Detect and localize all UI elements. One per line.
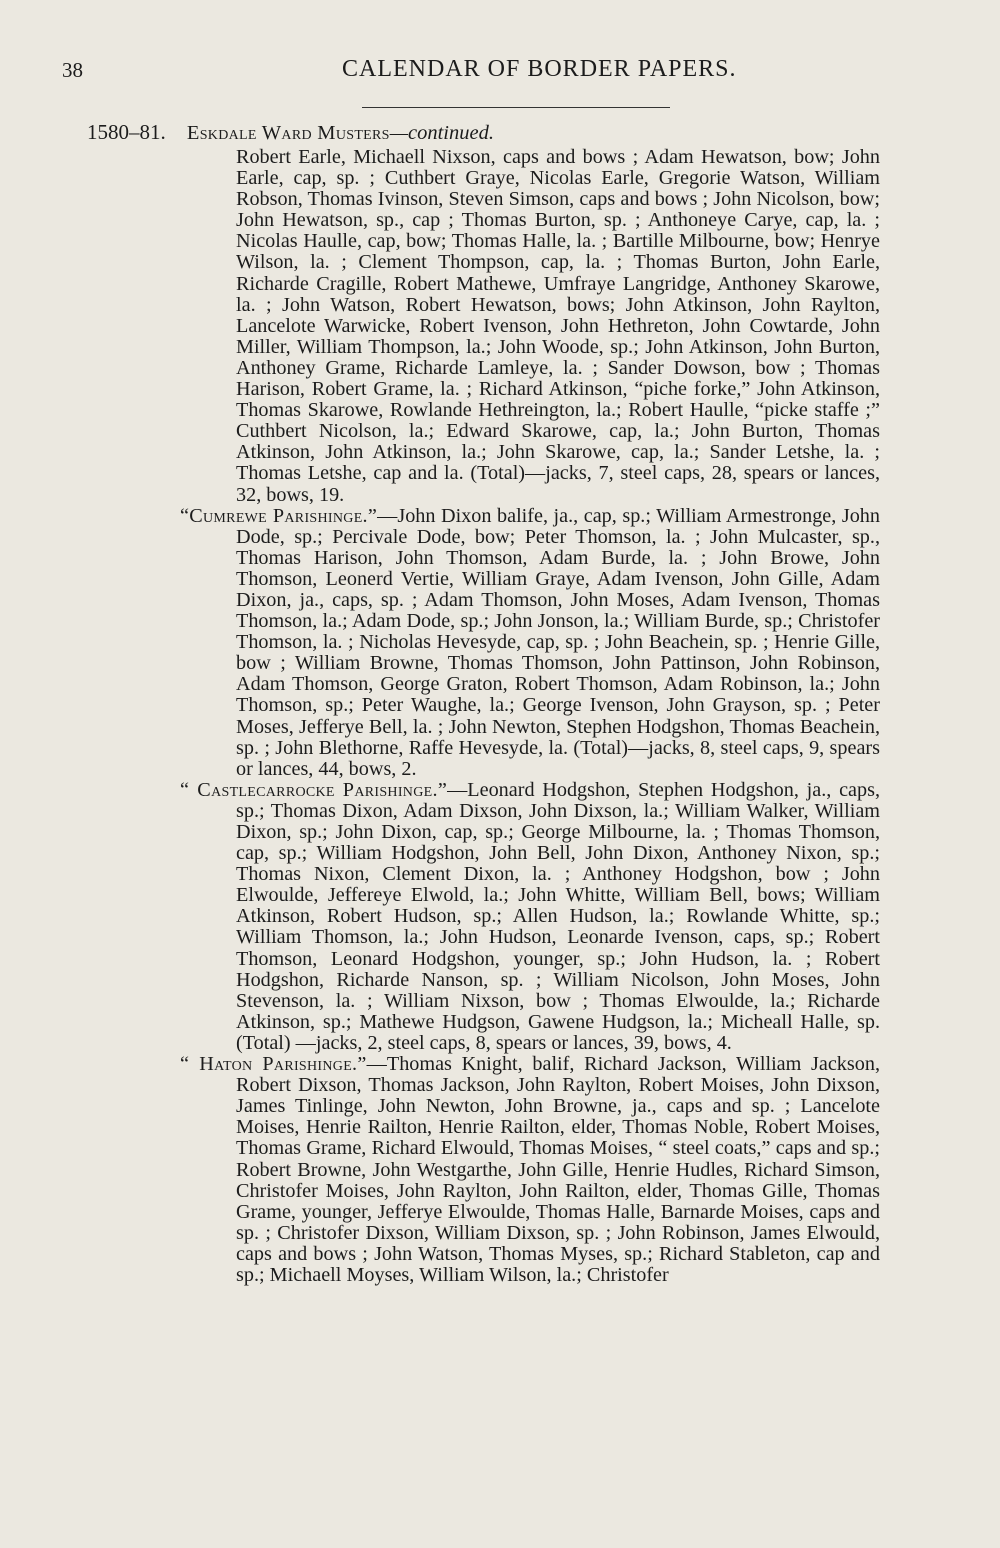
header-rule xyxy=(362,107,670,108)
paragraph-text: —John Dixon balife, ja., cap, sp.; William Armestronge, John Dode, sp.; Percivale Dode, bow; Peter Thomson, la. ; John Mulcaster, sp., Thomas Harison, John Thomson, Adam Burde, la. ; John Browe, John Thomson, Leonerd Vertie, William Graye, Adam Ivenson, John Gille, Adam Dixon, ja., caps, sp. ; Adam Thomson, John Moses, Adam Ivenson, Thomas Thomson, la.; Adam Dode, sp.; John Jonson, la.; William Burde, sp.; Christofer Thomson, la. ; Nicholas Hevesyde, cap, sp. ; John Beachein, sp. ; Henrie Gille, bow ; William Browne, Thomas Thomson, John Pattinson, John Robinson, Adam Thomson, George Graton, Robert Thomson, Adam Robinson, la.; John Thomson, sp.; Peter Waughe, la.; George Ivenson, John Grayson, sp. ; Peter Moses, Jefferye Bell, la. ; John Newton, Stephen Hodgshon, Thomas Beachein, sp. ; John Blethorne, Raffe Hevesyde, la. (Total)—jacks, 8, steel caps, 9, spears or lances, 44, bows, 2. xyxy=(236,504,880,780)
muster-paragraph xyxy=(180,504,880,780)
section-heading: Eskdale Ward Musters xyxy=(186,122,390,144)
parish-heading: “ Haton Parishinge.” xyxy=(180,1053,367,1076)
entry-heading xyxy=(87,118,907,147)
muster-paragraph xyxy=(180,1053,880,1286)
page-number: 38 xyxy=(62,58,83,82)
heading-continued: —continued. xyxy=(389,122,494,144)
parish-heading: “Cumrewe Parishinge.” xyxy=(180,504,378,527)
running-title: CALENDAR OF BORDER PAPERS. xyxy=(342,56,737,82)
parish-heading: “ Castlecarrocke Parishinge.” xyxy=(180,778,448,801)
muster-paragraph xyxy=(236,147,880,506)
paragraph-text: —Leonard Hodgshon, Stephen Hodgshon, ja., caps, sp.; Thomas Dixon, Adam Dixson, John Dixson, la.; William Walker, William Dixon, sp.; John Dixon, cap, sp.; George Milbourne, la. ; Thomas Thomson, cap, sp.; William Hodgshon, John Bell, John Dixon, Anthoney Nixon, sp.; Thomas Nixon, Clement Dixon, la. ; Anthoney Hodgshon, bow ; John Elwoulde, Jeffereye Elwold, la.; John Whitte, William Bell, bows; William Atkinson, Robert Hudson, sp.; Allen Hudson, la.; Rowlande Whitte, sp.; William Thomson, la.; John Hudson, Leonarde Ivenson, caps, sp.; Robert Thomson, Leonard Hodgshon, younger, sp.; John Hudson, la. ; Robert Hodgshon, Richarde Nanson, sp. ; William Nicolson, John Moses, John Stevenson, la. ; William Nixson, bow ; Thomas Elwoulde, la.; Richarde Atkinson, sp.; Mathewe Hudgson, Gawene Hudgson, la.; Micheall Halle, sp. (Total) —jacks, 2, steel caps, 8, spears or lances, 39, bows, 4. xyxy=(236,778,880,1054)
paragraph-text: —Thomas Knight, balif, Richard Jackson, William Jackson, Robert Dixson, Thomas Jackson, John Raylton, Robert Moises, John Dixson, James Tinlinge, John Newton, John Browne, ja., caps and sp. ; Lancelote Moises, Henrie Railton, Henrie Railton, elder, Thomas Noble, Robert Moises, Thomas Grame, Richard Elwould, Thomas Moises, “ steel coats,” caps and sp.; Robert Browne, John Westgarthe, John Gille, Henrie Hudles, Richard Simson, Christofer Moises, John Raylton, John Railton, elder, Thomas Gille, Thomas Grame, younger, Jefferye Elwoulde, Thomas Halle, Barnarde Moises, caps and sp. ; Christofer Dixson, William Dixson, sp. ; John Robinson, James Elwould, caps and bows ; John Watson, Thomas Myses, sp.; Richard Stableton, cap and sp.; Michaell Moyses, William Wilson, la.; Christofer xyxy=(236,1053,880,1286)
body-text xyxy=(180,146,880,1286)
page-header xyxy=(0,50,1000,94)
paragraph-text: Robert Earle, Michaell Nixson, caps and bows ; Adam Hewatson, bow; John Earle, cap, sp. ; Cuthbert Graye, Nicolas Earle, Gregorie Watson, William Robson, Thomas Ivinson, Steven Simson, caps and bows ; John Nicolson, bow; John Hewatson, sp., cap ; Thomas Burton, sp. ; Anthoneye Carye, cap, la. ; Nicolas Haulle, cap, bow; Thomas Halle, la. ; Bartille Milbourne, bow; Henrye Wilson, la. ; Clement Thompson, cap, la. ; Thomas Burton, John Earle, Richarde Cragille, Robert Mathewe, Umfraye Langridge, Anthoney Skarowe, la. ; John Watson, Robert Hewatson, bows; John Atkinson, John Raylton, Lancelote Warwicke, Robert Ivenson, John Hethreton, John Cowtarde, John Miller, William Thompson, la.; John Woode, sp.; John Atkinson, John Burton, Anthoney Grame, Richarde Lamleye, la. ; Sander Dowson, bow ; Thomas Harison, Robert Grame, la. ; Richard Atkinson, “piche forke,” John Atkinson, Thomas Skarowe, Rowlande Hethreington, la.; Robert Haulle, “picke staffe ;” Cuthbert Nicolson, la.; Edward Skarowe, cap, la.; John Burton, Thomas Atkinson, John Atkinson, la.; John Skarowe, cap, la.; Sander Letshe, la. ; Thomas Letshe, cap and la. (Total)—jacks, 7, steel caps, 28, spears or lances, 32, bows, 19. xyxy=(236,146,880,506)
muster-paragraph xyxy=(180,778,880,1054)
entry-year: 1580–81. xyxy=(87,120,166,144)
